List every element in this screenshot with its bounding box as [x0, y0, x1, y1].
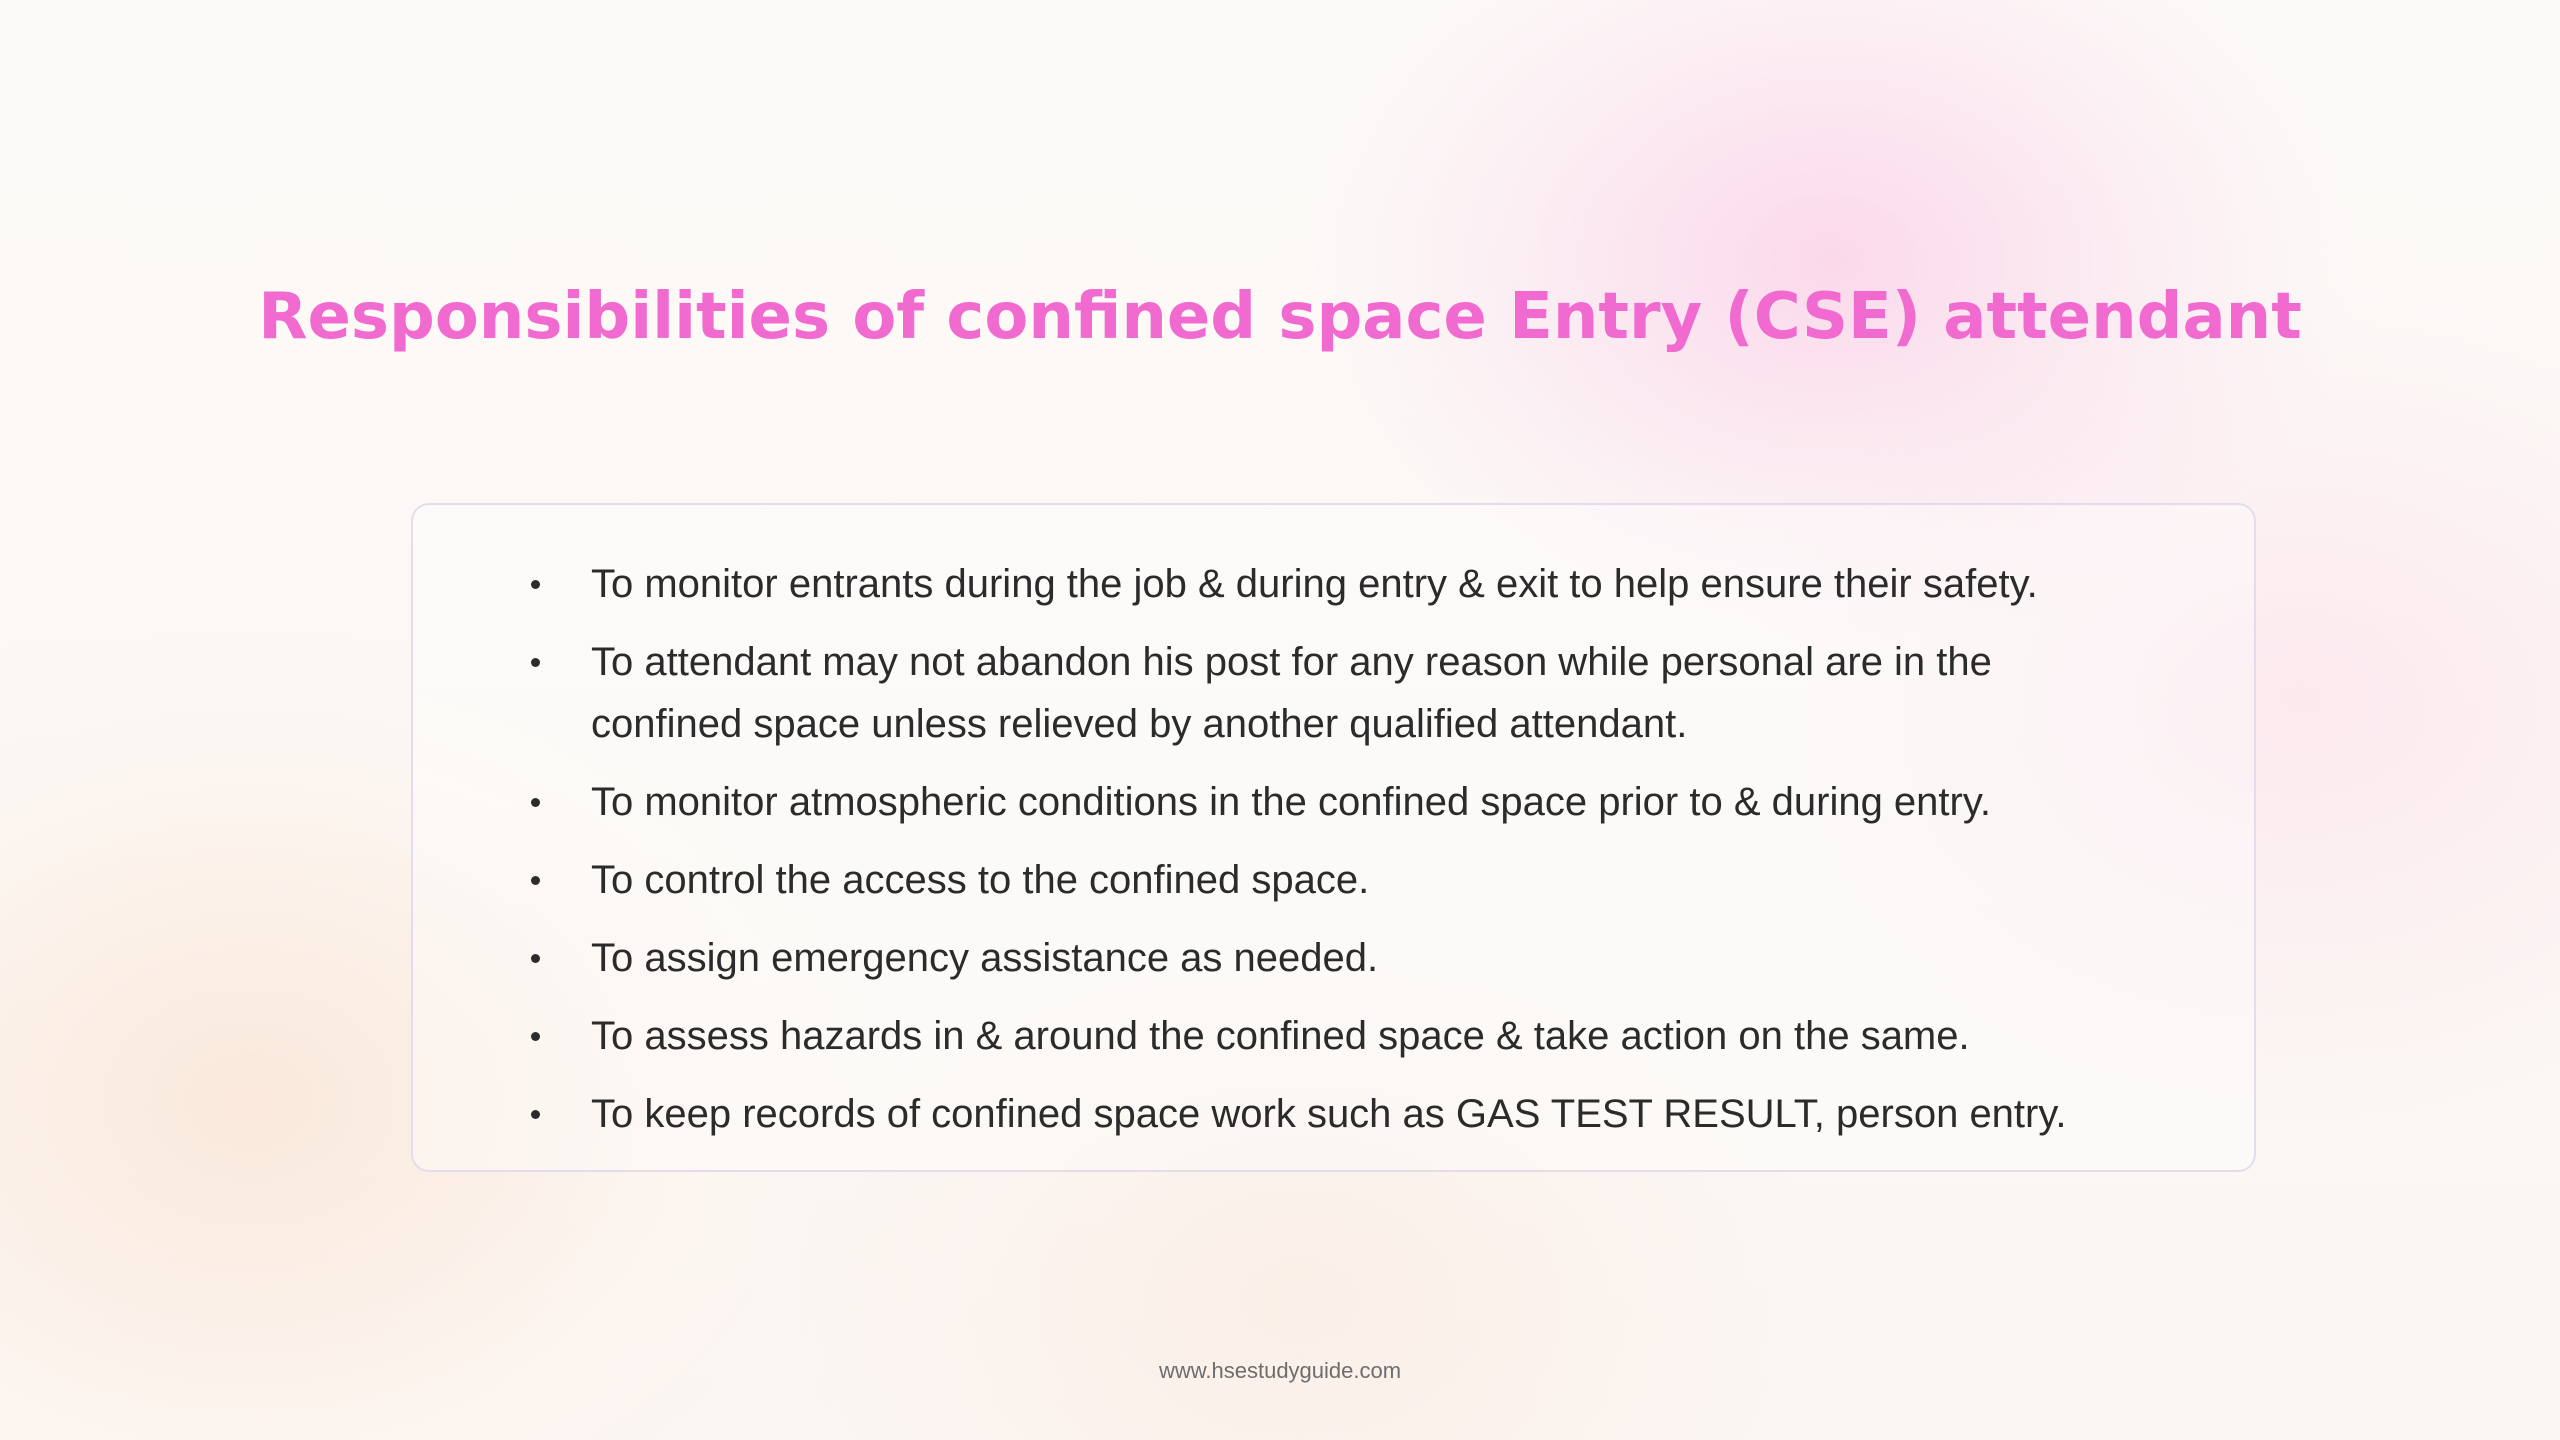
list-item	[413, 1083, 2254, 1145]
slide-title: Responsibilities of confined space Entry (CSE) attendant	[258, 280, 2302, 354]
list-item	[413, 849, 2254, 911]
bullet-text: To assess hazards in & around the confined space & take action on the same.	[591, 1014, 1970, 1058]
bullet-text: To keep records of confined space work such as GAS TEST RESULT, person entry.	[591, 1092, 2067, 1136]
bullet-icon	[531, 1032, 540, 1041]
footer-url: www.hsestudyguide.com	[1158, 1358, 1402, 1383]
bullet-icon	[531, 954, 540, 963]
bullet-text: To control the access to the confined space.	[591, 858, 1370, 902]
list-item	[413, 927, 2254, 989]
bullet-text: To monitor atmospheric conditions in the confined space prior to & during entry.	[591, 780, 1991, 824]
bullet-icon	[531, 798, 540, 807]
bullet-text: To assign emergency assistance as needed.	[591, 936, 1379, 980]
list-item	[413, 771, 2254, 833]
bullet-text: To monitor entrants during the job & during entry & exit to help ensure their safety.	[591, 562, 2038, 606]
bullet-icon	[531, 580, 540, 589]
bullet-icon	[531, 1110, 540, 1119]
bullet-list	[413, 505, 2254, 1145]
bullet-icon	[531, 658, 540, 667]
list-item	[413, 553, 2254, 615]
list-item	[413, 631, 2254, 755]
bullet-text: To attendant may not abandon his post for any reason while personal are in the confined space unless relieved by another qualified attendant.	[591, 640, 1992, 746]
content-box	[411, 503, 2256, 1172]
list-item	[413, 1005, 2254, 1067]
bullet-icon	[531, 876, 540, 885]
